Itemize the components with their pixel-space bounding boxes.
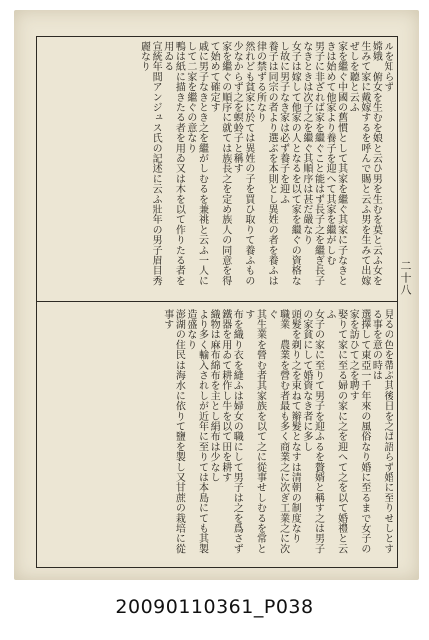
text-line: 職業 農業を營む者最も多く商業之に次ぎ工業之に次ぐ — [266, 309, 289, 554]
text-line: 織物は麻布綿布を主とし絹布は少なし — [208, 309, 220, 483]
text-line: 戚に男子なきとき之を繼がしむるを兼祧と云ふ一人にして二家を繼ぐの意なり — [184, 41, 208, 286]
text-line: 然れども貧家に於ては異姓の子を買ひ取りて養ふもの少なからず之を螟蛉子と稱す — [231, 41, 254, 286]
image-caption: 20090110361_P038 — [115, 596, 314, 618]
text-line: 娶りて家に至る婦の家に之を迎へて之を以て婚禮と云ふ — [324, 309, 347, 554]
text-line: 布を織り衣を縫ふは婦女の職にして男子は之を爲さず — [231, 309, 243, 554]
text-frame — [36, 36, 398, 568]
text-line: 澎湖の住民は海水に依りて鹽を製し又甘蔗の栽培に從事す — [161, 309, 185, 554]
text-line: 嫦娥 俯女を生むを娘と云ひ男を生むを莫と云ふ女を生みて家に戴嫁するを呼んで賜と云ふ男を生みて出嫁ぜしを聽と云ふ — [347, 41, 382, 286]
text-line: 選擇して東亞一千年來の風俗なり婚に至るまで女子の家を訪ひて之を聘す — [347, 309, 370, 554]
text-line: 宣統年間アンジュス氏の記述に云ふ壯年の男子眉目秀麗なり — [138, 41, 162, 286]
text-line: 見るの色を帶ぶ其後日を之ば語らず婚に至りせしとする事を意の時は — [370, 309, 393, 554]
text-line: 女子の家に至りて男子を迎ふるを贅婿と稱す之は男子の家貧にして婚資なき者に多し — [300, 309, 324, 554]
text-line: 養子は同宗の者より選ぶを本則とし異姓の者を養ふは律の禁ずる所なり — [254, 41, 278, 286]
section-divider — [37, 301, 397, 302]
text-line: 鴨は紙に描きたる者を用ゐ又は木を以て作りたる者を用ゐる — [161, 41, 185, 286]
text-line: より多く輸入されしが近年に至りては本島にても其製造盛なり — [184, 309, 208, 554]
text-line: 男子に非ざれば家を繼ぐこと能はず長子之を繼ぎ長子なきときは次子之を繼ぐ其順序は甚だ嚴なり — [300, 41, 324, 286]
text-line: 頭髮を剃り之を束ねて辮髮となすは清朝の制度なり — [289, 309, 301, 544]
upper-text-block — [41, 41, 393, 295]
text-line: 其生業を營む者其家族を以て之に從事せしむるを常とす — [242, 309, 266, 554]
text-line: 鐵器を用ゐて耕作し牛を以て田を耕す — [219, 309, 231, 483]
scanned-page — [14, 10, 419, 580]
text-line: 家を繼ぐ中國の舊慣として其家を繼ぐ其家に子なきときは始めて他家より養子を迎へて其家を繼がしむ — [324, 41, 347, 286]
text-line: ルを知らず — [382, 41, 393, 92]
text-line: 女子は嫁して他家の人となるを以て家を繼ぐの資格なし故に男子なき家は必ず養子を迎ふ — [277, 41, 301, 286]
lower-text-block — [41, 309, 393, 563]
text-line: 家を繼ぐの順序に就ては族長之を定め族人の同意を得て始めて確定す — [208, 41, 231, 286]
page-number: 二十八 — [399, 260, 412, 296]
